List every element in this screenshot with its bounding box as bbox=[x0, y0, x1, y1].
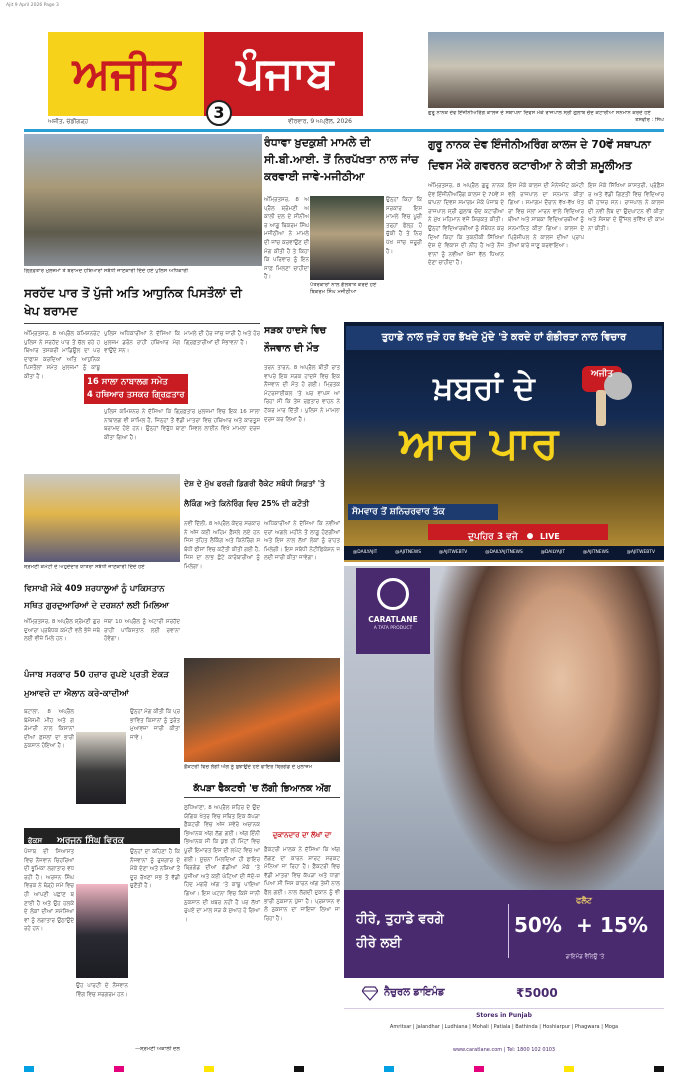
color-swatch bbox=[384, 1066, 394, 1072]
gurdwara-photo-caption: ਸ਼੍ਰੋਮਣੀ ਕਮੇਟੀ ਦੇ ਅਹੁਦੇਦਾਰ ਯਾਤਰਾ ਸਬੰਧੀ ਜਾਣਕਾਰੀ ਦਿੰਦੇ ਹੋਏ bbox=[24, 564, 145, 570]
social-handle: @AJITNEWS bbox=[582, 550, 609, 555]
fake-degree-body-col1: ਨਵੀਂ ਦਿੱਲੀ, 8 ਅਪ੍ਰੈਲ ਕੇਂਦਰ ਸਰਕਾਰ ਨੇ ਅੱਜ ਕਈ ਅਹਿਮ ਫ਼ੈਸਲੇ ਲਏ ਹਨ ਜਿਸ ਤਹਿਤ ਲੈਕਿੰਗ ਅਤੇ ਕਿਨੇਰਿੰਗ ਸਬੰਧੀ ਫੀਸਾਂ ਵਿਚ ਕਟੌਤੀ ਕੀਤੀ ਗਈ ਹੈ, ਜਿਸ ਦਾ ਲਾਭ ਛੋਟੇ ਕਾਰੋਬਾਰੀਆਂ ਨੂੰ ਮਿਲੇਗਾ। bbox=[184, 521, 260, 570]
registration-strip bbox=[24, 1066, 664, 1074]
promo-show-line2: ਆਰ ਪਾਰ bbox=[399, 418, 559, 469]
police-press-photo bbox=[24, 134, 262, 266]
ad-price: ₹5000 bbox=[516, 986, 558, 1000]
live-dot-icon bbox=[527, 533, 533, 539]
majithia-body-right: ਉਨ੍ਹਾਂ ਕਿਹਾ ਕਿ ਸਰਕਾਰ ਇਸ ਮਾਮਲੇ ਵਿਚ ਪੂਰੀ ਤਰ੍ਹਾਂ ਫੇਲ੍ਹ ਹੋ ਚੁੱਕੀ ਹੈ ਤੇ ਨਿਰਪੱਖ ਜਾਂਚ ਜ਼ਰੂਰੀ ਹੈ। bbox=[386, 197, 422, 255]
ad-plus: + bbox=[576, 913, 593, 937]
fire-headline: ਕੱਪੜਾ ਫੈਕਟਰੀ 'ਚ ਲੱਗੀ ਭਿਆਨਕ ਅੱਗ bbox=[184, 780, 340, 798]
police-highlight-line2: 4 ਹਥਿਆਰ ਤਸਕਰ ਗ੍ਰਿਫ਼ਤਾਰ bbox=[87, 390, 185, 400]
diamond-icon bbox=[362, 985, 378, 1001]
column-title: ਅਰਜਨ ਸਿੰਘ ਵਿਰਕ bbox=[57, 836, 125, 846]
promo-box bbox=[344, 322, 664, 562]
column-label: ਫੋਕਸ bbox=[28, 837, 43, 845]
majithia-photo-caption: ਪੱਤਰਕਾਰਾਂ ਨਾਲ ਗੱਲਬਾਤ ਕਰਦੇ ਹੋਏ ਬਿਕਰਮ ਸਿੰਘ ਮਜੀਠੀਆ bbox=[310, 282, 377, 295]
fire-subhead: ਦੁਕਾਨਦਾਰ ਦਾ ਲੱਖਾਂ ਦਾ bbox=[272, 831, 332, 839]
social-handle: @AJITNEWS bbox=[395, 550, 422, 555]
accident-headline: ਸੜਕ ਹਾਦਸੇ ਵਿਚ ਨੌਜਵਾਨ ਦੀ ਮੌਤ bbox=[264, 325, 327, 354]
promo-show-line1: ਖ਼ਬਰਾਂ ਦੇ bbox=[433, 369, 535, 407]
governor-headline: ਗੁਰੂ ਨਾਨਕ ਦੇਵ ਇੰਜੀਨੀਅਰਿੰਗ ਕਾਲਜ ਦੇ 70ਵੇਂ ਸਥਾਪਨਾ ਦਿਵਸ ਮੌਕੇ ਗਵਰਨਰ ਕਟਾਰੀਆ ਨੇ ਕੀਤੀ ਸ਼ਮੂਲੀਅਤ bbox=[428, 138, 651, 172]
factory-fire-photo bbox=[184, 658, 340, 762]
page-number-badge bbox=[206, 100, 232, 126]
color-swatch bbox=[564, 1066, 574, 1072]
column-body-col1: ਪੰਜਾਬ ਦੀ ਸਿਆਸਤ ਵਿਚ ਨੌਜਵਾਨ ਚਿਹਰਿਆਂ ਦੀ ਭੂਮਿਕਾ ਲਗਾਤਾਰ ਵਧ ਰਹੀ ਹੈ। ਅਰਜਨ ਸਿੰਘ ਵਿਰਕ ਨੇ ਥੋੜ੍ਹੇ ਸਮੇਂ ਵਿਚ ਹੀ ਆਪਣੀ ਪਛਾਣ ਬਣਾਈ ਹੈ ਅਤੇ ਉਹ ਹਲਕੇ ਦੇ ਲੋਕਾਂ ਦੀਆਂ ਸਮੱਸਿਆਵਾਂ ਨੂੰ ਲਗਾਤਾਰ ਉਠਾਉਂਦੇ ਰਹੇ ਹਨ। bbox=[24, 849, 74, 933]
punjab-govt-headline: ਪੰਜਾਬ ਸਰਕਾਰ 50 ਹਜ਼ਾਰ ਰੁਪਏ ਪ੍ਰਤੀ ਏਕੜ ਮੁਆਵਜ਼ੇ ਦਾ ਐਲਾਨ ਕਰੇ-ਕਾਦੀਆਂ bbox=[24, 670, 169, 699]
color-swatch bbox=[204, 1066, 214, 1072]
police-highlight-line1: 16 ਸਾਲਾ ਨਾਬਾਲਗ ਸਮੇਤ bbox=[87, 377, 168, 387]
police-body-col3: ਮਾਮਲੇ ਦੀ ਹੋਰ ਜਾਂਚ ਜਾਰੀ ਹੈ ਅਤੇ ਹੋਰ ਗ੍ਰਿਫ਼ਤਾਰੀਆਂ ਦੀ ਸੰਭਾਵਨਾ ਹੈ। bbox=[184, 331, 260, 346]
accident-body: ਤਰਨ ਤਾਰਨ, 8 ਅਪ੍ਰੈਲ ਬੀਤੀ ਰਾਤ ਵਾਪਰੇ ਇਕ ਸੜਕ ਹਾਦਸੇ ਵਿਚ ਇਕ ਨੌਜਵਾਨ ਦੀ ਮੌਤ ਹੋ ਗਈ। ਮ੍ਰਿਤਕ ਮੋਟਰਸਾਈਕਲ 'ਤੇ ਘਰ ਵਾਪਸ ਆ ਰਿਹਾ ਸੀ ਕਿ ਤੇਜ਼ ਰਫ਼ਤਾਰ ਵਾਹਨ ਨੇ ਟੱਕਰ ਮਾਰ ਦਿੱਤੀ। ਪੁਲਿਸ ਨੇ ਮਾਮਲਾ ਦਰਜ ਕਰ ਲਿਆ ਹੈ। bbox=[264, 365, 340, 423]
ad-pct2: 15% bbox=[600, 913, 648, 937]
social-handle: @DAILYAJIT bbox=[352, 550, 378, 555]
ad-store-title: Stores in Punjab bbox=[476, 1012, 532, 1019]
ad-pct1: 50% bbox=[514, 913, 562, 937]
ad-note: ਡਾਇਮੰਡ ਵੈਲਿਊ 'ਤੇ bbox=[565, 954, 605, 960]
majithia-body-left: ਅੰਮ੍ਰਿਤਸਰ, 8 ਅਪ੍ਰੈਲ ਸ਼੍ਰੋਮਣੀ ਅਕਾਲੀ ਦਲ ਦੇ ਸੀਨੀਅਰ ਆਗੂ ਬਿਕਰਮ ਸਿੰਘ ਮਜੀਠੀਆ ਨੇ ਮਾਮਲੇ ਦੀ ਜਾਂਚ ਕਰਵਾਉਣ ਦੀ ਮੰਗ ਕੀਤੀ ਹੈ ਤੇ ਕਿਹਾ ਕਿ ਪਰਿਵਾਰ ਨੂੰ ਇਨਸਾਫ਼ ਮਿਲਣਾ ਚਾਹੀਦਾ ਹੈ। bbox=[264, 197, 309, 281]
punjab-govt-portrait bbox=[76, 732, 126, 804]
governor-body-col2: ਇਸ ਮੌਕੇ ਕਾਲਜ ਦੀ ਮੈਨੇਜਮੈਂਟ ਕਮੇਟੀ ਵਲੋਂ ਰਾਜਪਾਲ ਦਾ ਸਨਮਾਨ ਕੀਤਾ ਗਿਆ। ਸਮਾਗਮ ਦੌਰਾਨ ਵੱਖ-ਵੱਖ ਖੇਤਰਾਂ ਵਿਚ ਮੱਲਾਂ ਮਾਰਨ ਵਾਲੇ ਵਿਦਿਆਰਥੀਆਂ ਅਤੇ ਸਾਬਕਾ ਵਿਦਿਆਰਥੀਆਂ ਨੂੰ ਸਨਮਾਨਿਤ ਕੀਤਾ ਗਿਆ। ਕਾਲਜ ਦੇ ਪ੍ਰਿੰਸੀਪਲ ਨੇ ਕਾਲਜ ਦੀਆਂ ਪ੍ਰਾਪਤੀਆਂ ਬਾਰੇ ਜਾਣੂ ਕਰਵਾਇਆ। bbox=[508, 183, 584, 250]
gurdwara-body-col2: ਜਥਾ 10 ਅਪ੍ਰੈਲ ਨੂੰ ਅਟਾਰੀ ਸਰਹੱਦ ਰਾਹੀਂ ਪਾਕਿਸਤਾਨ ਲਈ ਰਵਾਨਾ ਹੋਵੇਗਾ। bbox=[104, 619, 180, 643]
column-portrait bbox=[76, 884, 128, 978]
ad-flat: ਫਲੈਟ bbox=[576, 896, 592, 905]
color-swatch bbox=[294, 1066, 304, 1072]
issue-date: ਵੀਰਵਾਰ, 9 ਅਪ੍ਰੈਲ, 2026 bbox=[288, 118, 352, 125]
color-swatch bbox=[114, 1066, 124, 1072]
fire-photo-caption: ਫ਼ੈਕਟਰੀ ਵਿਚ ਲੱਗੀ ਅੱਗ ਨੂੰ ਬੁਝਾਉਂਦੇ ਹੋਏ ਫਾਇਰ ਬ੍ਰਿਗੇਡ ਦੇ ਮੁਲਾਜ਼ਮ bbox=[184, 764, 313, 770]
ad-offer-line2: ਹੀਰੇ ਲਈ bbox=[356, 936, 402, 951]
ad-tagline: A TATA PRODUCT bbox=[373, 626, 413, 631]
color-swatch bbox=[24, 1066, 34, 1072]
social-handle: @AJITWEBTV bbox=[626, 550, 655, 555]
gurdwara-headline: ਵਿਸਾਖੀ ਮੌਕੇ 409 ਸ਼ਰਧਾਲੂਆਂ ਨੂੰ ਪਾਕਿਸਤਾਨ ਸਥਿਤ ਗੁਰਦੁਆਰਿਆਂ ਦੇ ਦਰਸ਼ਨਾਂ ਲਈ ਮਿਲਿਆ bbox=[24, 583, 169, 610]
fire-body-col2: ਫ਼ੈਕਟਰੀ ਮਾਲਕ ਨੇ ਦੱਸਿਆ ਕਿ ਅੱਗ ਲੱਗਣ ਦਾ ਕਾਰਨ ਸ਼ਾਰਟ ਸਰਕਟ ਮੰਨਿਆ ਜਾ ਰਿਹਾ ਹੈ। ਫ਼ੈਕਟਰੀ ਵਿਚ ਵੱਡੀ ਮਾਤਰਾ ਵਿਚ ਕੱਪੜਾ ਅਤੇ ਧਾਗਾ ਪਿਆ ਸੀ ਜਿਸ ਕਾਰਨ ਅੱਗ ਤੇਜ਼ੀ ਨਾਲ ਫੈਲ ਗਈ। ਨਾਲ ਲੱਗਦੀ ਦੁਕਾਨ ਨੂੰ ਵੀ ਭਾਰੀ ਨੁਕਸਾਨ ਪੁੱਜਾ ਹੈ। ਪ੍ਰਸ਼ਾਸਨ ਵਲੋਂ ਨੁਕਸਾਨ ਦਾ ਜਾਇਜ਼ਾ ਲਿਆ ਜਾ ਰਿਹਾ ਹੈ। bbox=[264, 847, 340, 922]
police-body-col2: ਪੁਲਿਸ ਅਧਿਕਾਰੀਆਂ ਨੇ ਦੱਸਿਆ ਕਿ ਮੁਲਜ਼ਮ ਡਰੋਨ ਰਾਹੀਂ ਹਥਿਆਰ ਮੰਗਵਾਉਂਦੇ ਸਨ। bbox=[104, 331, 180, 355]
ad-offer-divider bbox=[508, 904, 509, 958]
promo-social-bar bbox=[344, 546, 664, 560]
social-handle: @AJITWEBTV bbox=[438, 550, 468, 555]
top-event-photo bbox=[428, 32, 664, 108]
gurdwara-photo bbox=[24, 474, 180, 562]
ad-offer-band bbox=[344, 890, 664, 978]
fake-degree-headline: ਦੇਸ਼ ਦੇ ਮੁੱਖ ਫਰਜ਼ੀ ਡਿਗਰੀ ਰੈਕੇਟ ਸਬੰਧੀ ਸਿਫ਼ਤਾਂ 'ਤੇ ਲੈਕਿੰਗ ਅਤੇ ਕਿਨੇਰਿੰਗ ਵਿਚ 25% ਦੀ ਕਟੌਤੀ bbox=[184, 479, 325, 508]
governor-body-col1: ਅੰਮ੍ਰਿਤਸਰ, 8 ਅਪ੍ਰੈਲ ਗੁਰੂ ਨਾਨਕ ਦੇਵ ਇੰਜੀਨੀਅਰਿੰਗ ਕਾਲਜ ਦੇ 70ਵੇਂ ਸਥਾਪਨਾ ਦਿਵਸ ਸਮਾਗਮ ਮੌਕੇ ਪੰਜਾਬ ਦੇ ਰਾਜਪਾਲ ਸ੍ਰੀ ਗੁਲਾਬ ਚੰਦ ਕਟਾਰੀਆ ਨੇ ਮੁੱਖ ਮਹਿਮਾਨ ਵਜੋਂ ਸ਼ਿਰਕਤ ਕੀਤੀ। ਉਨ੍ਹਾਂ ਵਿਦਿਆਰਥੀਆਂ ਨੂੰ ਸੰਬੋਧਨ ਕਰਦਿਆਂ ਕਿਹਾ ਕਿ ਤਕਨੀਕੀ ਸਿੱਖਿਆ ਦੇਸ਼ ਦੇ ਵਿਕਾਸ ਦੀ ਨੀਂਹ ਹੈ ਅਤੇ ਨੌਜਵਾਨਾਂ ਨੂੰ ਨਵੀਆਂ ਖੋਜਾਂ ਵੱਲ ਧਿਆਨ ਦੇਣਾ ਚਾਹੀਦਾ ਹੈ। bbox=[428, 183, 504, 267]
color-swatch bbox=[654, 1066, 664, 1072]
column-body-col2: ਉਨ੍ਹਾਂ ਦਾ ਕਹਿਣਾ ਹੈ ਕਿ ਨੌਜਵਾਨਾਂ ਨੂੰ ਰੁਜ਼ਗਾਰ ਦੇ ਮੌਕੇ ਦੇਣਾ ਅਤੇ ਨਸ਼ਿਆਂ ਤੋਂ ਦੂਰ ਰੱਖਣਾ ਸਭ ਤੋਂ ਵੱਡੀ ਚੁਣੌਤੀ ਹੈ। bbox=[130, 849, 180, 890]
column-label-bar bbox=[24, 828, 180, 844]
police-body-col1: ਅੰਮ੍ਰਿਤਸਰ, 8 ਅਪ੍ਰੈਲ ਕਮਿਸ਼ਨਰੇਟ ਪੁਲਿਸ ਨੇ ਸਰਹੱਦ ਪਾਰ ਤੋਂ ਚੱਲ ਰਹੇ ਹਥਿਆਰ ਤਸਕਰੀ ਮਾਡਿਊਲ ਦਾ ਪਰਦਾਫਾਸ਼ ਕਰਦਿਆਂ ਅਤਿ ਆਧੁਨਿਕ ਪਿਸਤੌਲਾਂ ਸਮੇਤ ਮੁਲਜ਼ਮਾਂ ਨੂੰ ਕਾਬੂ ਕੀਤਾ ਹੈ। bbox=[24, 331, 100, 380]
ad-website: www.caratlane.com | Tel: 1800 102 0103 bbox=[452, 1047, 556, 1053]
edition-label: ਅਜੀਤ, ਚੰਡੀਗੜ੍ਹ bbox=[48, 118, 89, 125]
police-photo-caption: ਗ੍ਰਿਫ਼ਤਾਰ ਮੁਲਜ਼ਮਾਂ ਤੇ ਬਰਾਮਦ ਹਥਿਆਰਾਂ ਸਬੰਧੀ ਜਾਣਕਾਰੀ ਦਿੰਦੇ ਹੋਏ ਪੁਲਿਸ ਅਧਿਕਾਰੀ bbox=[24, 268, 189, 274]
fake-degree-body-col2: ਅਧਿਕਾਰੀਆਂ ਨੇ ਦੱਸਿਆ ਕਿ ਨਵੀਆਂ ਦਰਾਂ ਅਗਲੇ ਮਹੀਨੇ ਤੋਂ ਲਾਗੂ ਹੋਣਗੀਆਂ ਅਤੇ ਇਸ ਨਾਲ ਲੱਖਾਂ ਲੋਕਾਂ ਨੂੰ ਰਾਹਤ ਮਿਲੇਗੀ। ਇਸ ਸਬੰਧੀ ਨੋਟੀਫਿਕੇਸ਼ਨ ਜਲਦੀ ਜਾਰੀ ਕੀਤਾ ਜਾਵੇਗਾ। bbox=[264, 521, 340, 562]
ad-stores-band bbox=[344, 1008, 664, 1056]
column-body-col1b: ਉਹ ਪਾਰਟੀ ਦੇ ਨੌਜਵਾਨ ਵਿੰਗ ਵਿਚ ਸਰਗਰਮ ਹਨ। bbox=[76, 983, 128, 998]
caratlane-ad bbox=[344, 566, 664, 1056]
top-event-photo-credit: ਤਸਵੀਰ : ਸਿੰਘ bbox=[635, 117, 664, 123]
ad-stores: Amritsar | Jalandhar | Ludhiana | Mohali | Patiala | Bathinda | Hoshiarpur | Phagwara | Moga bbox=[389, 1024, 619, 1030]
ad-diamond-band bbox=[344, 978, 664, 1008]
top-event-photo-caption: ਗੁਰੂ ਨਾਨਕ ਦੇਵ ਇੰਜੀਨੀਅਰਿੰਗ ਕਾਲਜ ਦੇ ਸਥਾਪਨਾ ਦਿਵਸ ਮੌਕੇ ਰਾਜਪਾਲ ਸ੍ਰੀ ਗੁਲਾਬ ਚੰਦ ਕਟਾਰੀਆ ਸਨਮਾਨ ਕਰਦੇ ਹੋਏ bbox=[428, 110, 651, 116]
majithia-photo bbox=[310, 196, 384, 280]
promo-live: LIVE bbox=[540, 532, 560, 541]
column-byline: —ਸ਼੍ਰੋਮਣੀ ਅਕਾਲੀ ਦਲ bbox=[134, 1046, 180, 1052]
ad-model-image bbox=[434, 566, 664, 890]
masthead-word-ajit: ਅਜੀਤ bbox=[72, 48, 181, 99]
fire-body-col1: ਲੁਧਿਆਣਾ, 8 ਅਪ੍ਰੈਲ ਸ਼ਹਿਰ ਦੇ ਉਦਯੋਗਿਕ ਖੇਤਰ ਵਿਚ ਸਥਿਤ ਇਕ ਕੱਪੜਾ ਫ਼ੈਕਟਰੀ ਵਿਚ ਅੱਜ ਸਵੇਰੇ ਅਚਾਨਕ ਭਿਆਨਕ ਅੱਗ ਲੱਗ ਗਈ। ਅੱਗ ਇੰਨੀ ਭਿਆਨਕ ਸੀ ਕਿ ਕੁਝ ਹੀ ਮਿੰਟਾਂ ਵਿਚ ਪੂਰੀ ਇਮਾਰਤ ਇਸ ਦੀ ਲਪੇਟ ਵਿਚ ਆ ਗਈ। ਸੂਚਨਾ ਮਿਲਦਿਆਂ ਹੀ ਫਾਇਰ ਬ੍ਰਿਗੇਡ ਦੀਆਂ ਗੱਡੀਆਂ ਮੌਕੇ 'ਤੇ ਪੁੱਜੀਆਂ ਅਤੇ ਕਈ ਘੰਟਿਆਂ ਦੀ ਜੱਦੋ-ਜਹਿਦ ਮਗਰੋਂ ਅੱਗ 'ਤੇ ਕਾਬੂ ਪਾਇਆ ਗਿਆ। ਇਸ ਘਟਨਾ ਵਿਚ ਕਿਸੇ ਜਾਨੀ ਨੁਕਸਾਨ ਦੀ ਖ਼ਬਰ ਨਹੀਂ ਹੈ ਪਰ ਲੱਖਾਂ ਰੁਪਏ ਦਾ ਮਾਲ ਸੜ ਕੇ ਸੁਆਹ ਹੋ ਗਿਆ। bbox=[184, 805, 260, 923]
promo-time-bar bbox=[428, 524, 608, 540]
section-rule bbox=[24, 129, 664, 132]
ad-offer-line1: ਹੀਰੇ, ਤੁਹਾਡੇ ਵਰਗੇ bbox=[356, 912, 444, 927]
governor-body-col3: ਇਸ ਮੌਕੇ ਸਿੱਖਿਆ ਸ਼ਾਸਤਰੀ, ਪ੍ਰੋਫ਼ੈਸਰ ਅਤੇ ਵੱਡੀ ਗਿਣਤੀ ਵਿਚ ਵਿਦਿਆਰਥੀ ਹਾਜ਼ਰ ਸਨ। ਰਾਜਪਾਲ ਨੇ ਕਾਲਜ ਦੀ ਨਵੀਂ ਲੈਬ ਦਾ ਉਦਘਾਟਨ ਵੀ ਕੀਤਾ ਅਤੇ ਸੰਸਥਾ ਦੇ ਉੱਜਲ ਭਵਿੱਖ ਦੀ ਕਾਮਨਾ ਕੀਤੀ। bbox=[588, 183, 664, 232]
ad-brand-panel bbox=[356, 568, 430, 654]
gurdwara-body-col1: ਅੰਮ੍ਰਿਤਸਰ, 8 ਅਪ੍ਰੈਲ ਸ਼੍ਰੋਮਣੀ ਗੁਰਦੁਆਰਾ ਪ੍ਰਬੰਧਕ ਕਮੇਟੀ ਵਲੋਂ ਭੇਜੇ ਜਥੇ ਲਈ ਵੀਜ਼ੇ ਮਿਲੇ ਹਨ। bbox=[24, 619, 100, 643]
police-highlight-box bbox=[84, 374, 188, 404]
print-slug: Ajit 9 April 2026 Page 3 bbox=[6, 3, 59, 8]
promo-mic-brand: ਅਜੀਤ bbox=[590, 369, 614, 379]
caratlane-logo-icon bbox=[377, 578, 409, 610]
ad-brand: CARATLANE bbox=[368, 615, 418, 624]
page-number: 3 bbox=[213, 103, 225, 122]
police-headline: ਸਰਹੱਦ ਪਾਰ ਤੋਂ ਪੁੱਜੀ ਅਤਿ ਆਧੁਨਿਕ ਪਿਸਤੌਲਾਂ ਦੀ ਖੇਪ ਬਰਾਮਦ bbox=[24, 284, 260, 324]
majithia-headline: ਰੰਧਾਵਾ ਖ਼ੁਦਕੁਸ਼ੀ ਮਾਮਲੇ ਦੀ ਸੀ.ਬੀ.ਆਈ. ਤੋਂ ਨਿਰਪੱਖਤਾ ਨਾਲ ਜਾਂਚ ਕਰਵਾਈ ਜਾਵੇ-ਮਜੀਠੀਆ bbox=[264, 136, 419, 183]
promo-banner: ਤੁਹਾਡੇ ਨਾਲ ਜੁੜੇ ਹਰ ਭੱਖਦੇ ਮੁੱਦੇ 'ਤੇ ਕਰਦੇ ਹਾਂ ਗੰਭੀਰਤਾ ਨਾਲ ਵਿਚਾਰ bbox=[346, 326, 662, 350]
ad-natural-diamond: ਨੈਚੁਰਲ ਡਾਇਮੰਡ bbox=[384, 987, 445, 998]
masthead-word-punjab: ਪੰਜਾਬ bbox=[236, 48, 334, 99]
promo-time: ਦੁਪਹਿਰ 3 ਵਜੇ bbox=[468, 532, 518, 542]
punjab-govt-body: ਬਟਾਲਾ, 8 ਅਪ੍ਰੈਲ ਬੇਮੌਸਮੀ ਮੀਂਹ ਅਤੇ ਗੜੇਮਾਰੀ ਨਾਲ ਕਿਸਾਨਾਂ ਦੀਆਂ ਫ਼ਸਲਾਂ ਦਾ ਭਾਰੀ ਨੁਕਸਾਨ ਹੋਇਆ ਹੈ। bbox=[24, 709, 74, 750]
social-handle: @DAILYAJITNEWS bbox=[485, 550, 523, 555]
social-handle: @DAILYAJIT bbox=[540, 550, 566, 555]
police-body-col2b: ਪੁਲਿਸ ਕਮਿਸ਼ਨਰ ਨੇ ਦੱਸਿਆ ਕਿ ਗ੍ਰਿਫ਼ਤਾਰ ਮੁਲਜ਼ਮਾਂ ਵਿਚ ਇਕ 16 ਸਾਲਾ ਨਾਬਾਲਗ ਵੀ ਸ਼ਾਮਿਲ ਹੈ, ਜਿਨ੍ਹਾਂ ਤੋਂ ਵੱਡੀ ਮਾਤਰਾ ਵਿਚ ਹਥਿਆਰ ਅਤੇ ਕਾਰਤੂਸ ਬਰਾਮਦ ਹੋਏ ਹਨ। ਉਨ੍ਹਾਂ ਵਿਰੁੱਧ ਥਾਣਾ ਸਿਵਲ ਲਾਈਨ ਵਿਖੇ ਮਾਮਲਾ ਦਰਜ ਕੀਤਾ ਗਿਆ ਹੈ। bbox=[104, 409, 260, 441]
punjab-govt-body-right: ਉਨ੍ਹਾਂ ਮੰਗ ਕੀਤੀ ਕਿ ਪ੍ਰਭਾਵਿਤ ਕਿਸਾਨਾਂ ਨੂੰ ਤੁਰੰਤ ਮੁਆਵਜ਼ਾ ਜਾਰੀ ਕੀਤਾ ਜਾਵੇ। bbox=[130, 709, 180, 741]
color-swatch bbox=[474, 1066, 484, 1072]
promo-days: ਸੋਮਵਾਰ ਤੋਂ ਸ਼ਨਿਚਰਵਾਰ ਤੱਕ bbox=[348, 504, 498, 520]
